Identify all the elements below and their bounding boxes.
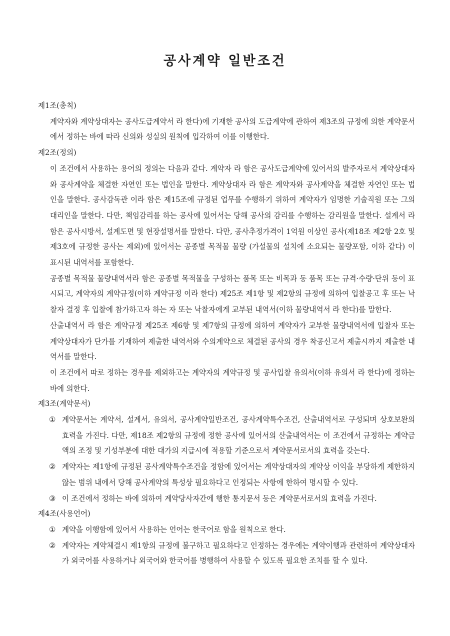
item-text: 계약문서는 계약서, 설계서, 유의서, 공사계약일반조건, 공사계약특수조건, 산출내역서로 구성되며 상호보완의 효력을 가진다. 다만, 제18조 제2항의 규정에 정한 공사에 있어서의 산출내역서는 이 조건에서 규정하는 계약금액의 조정 및 기성부분에 대한 대가의 지급시에 적용할 기준으로서 계약문서로서의 효력을 갖는다. bbox=[62, 415, 415, 456]
item-text: 계약자는 계약체결시 제1항의 규정에 불구하고 필요하다고 인정하는 경우에는 계약이행과 관련하여 계약상대자가 외국어를 사용하거나 외국어와 한국어를 병행하여 사용할 수 있도록 필요한 조치를 할 수 있다. bbox=[62, 540, 415, 566]
article-3-heading: 제3조(계약문서) bbox=[38, 399, 91, 409]
article-2-heading: 제2조(정의) bbox=[38, 148, 77, 158]
item-number: ① bbox=[49, 415, 56, 425]
document-title: 공사계약 일반조건 bbox=[163, 54, 287, 69]
article-1-paragraph: 계약자와 계약상대자는 공사도급계약서 라 한다)에 기재한 공사의 도급계약에 관하여 제3조의 규정에 의한 계약문서에서 정하는 바에 따라 신의와 성실의 원칙에 입각하여 이를 이행한다. bbox=[50, 116, 415, 142]
item-number: ① bbox=[49, 524, 56, 534]
article-3-item-1 bbox=[38, 412, 415, 459]
article-2-paragraph-4: 이 조건에서 따로 정하는 경우를 제외하고는 계약자의 계약규정 및 공사입찰 유의서(이하 유의서 라 한다)에 정하는 바에 의한다. bbox=[50, 367, 415, 393]
article-4-item-2 bbox=[38, 538, 415, 569]
item-number: ③ bbox=[49, 493, 56, 503]
item-text: 이 조건에서 정하는 바에 의하여 계약당사자간에 행한 통지문서 등은 계약문서로서의 효력을 가진다. bbox=[62, 493, 377, 503]
item-number: ② bbox=[49, 540, 56, 550]
item-text: 계약을 이행함에 있어서 사용하는 언어는 한국어로 함을 원칙으로 한다. bbox=[62, 524, 286, 534]
article-3-item-3 bbox=[38, 491, 415, 507]
article-2-paragraph-1: 이 조건에서 사용하는 용어의 정의는 다음과 같다. 계약자 라 함은 공사도급계약에 있어서의 발주자로서 계약상대자와 공사계약을 체결한 자연인 또는 법인을 말한다. 계약상대자 라 함은 계약자와 공사계약을 체결한 자연인 또는 법인을 말한다. 공사감독관 이라 함은 제15조에 규정된 업무를 수행하기 위하여 계약자가 임명한 기술직원 또는 그의 대리인을 말한다. 다만, 책임감리를 하는 공사에 있어서는 당해 공사의 감리를 수행하는 감리원을 말한다. 설계서 라 함은 공사시방서, 설계도면 및 현장설명서를 말한다. 다만, 공사추정가격이 1억원 이상인 공사(제18조 제2항 2호 및 제3호에 규정한 공사는 제외)에 있어서는 공종별 목적물 물량 (가설물의 설치에 소요되는 물량포함, 이하 같다) 이 표시된 내역서를 포함한다. bbox=[50, 163, 415, 268]
document-body bbox=[38, 98, 415, 569]
article-2-paragraph-2: 공종별 목적물 물량내역서라 함은 공종별 목적물을 구성하는 품목 또는 비목과 동 품목 또는 규격·수량·단위 등이 표시되고, 계약자의 계약규정(이하 계약규정 이라 한다) 제25조 제1항 및 제2항의 규정에 의하여 입찰공고 후 또는 낙찰자 결정 후 입찰에 참가하고자 하는 자 또는 낙찰자에게 교부된 내역서(이하 물량내역서 라 한다)를 말한다. bbox=[50, 273, 415, 315]
article-4-heading: 제4조(사용언어) bbox=[38, 509, 91, 519]
article-1-heading: 제1조(총칙) bbox=[38, 101, 77, 110]
article-2-paragraph-3: 산출내역서 라 함은 계약규정 제25조 제6항 및 제7항의 규정에 의하여 계약자가 교부한 물량내역서에 입찰자 또는 계약상대자가 단가를 기재하여 제출한 내역서와 수의계약으로 체결된 공사의 경우 착공신고서 제출시까지 제출한 내역서를 말한다. bbox=[50, 320, 415, 362]
article-4-item-1 bbox=[38, 522, 415, 538]
article-3-item-2 bbox=[38, 459, 415, 490]
item-text: 계약자는 제1항에 규정된 공사계약특수조건을 정함에 있어서는 계약상대자의 계약상 이익을 부당하게 제한하지 않는 범위 내에서 당해 공사계약의 특성상 필요하다고 인정되는 사항에 한하여 명시할 수 있다. bbox=[62, 462, 415, 487]
item-number: ② bbox=[49, 462, 56, 472]
